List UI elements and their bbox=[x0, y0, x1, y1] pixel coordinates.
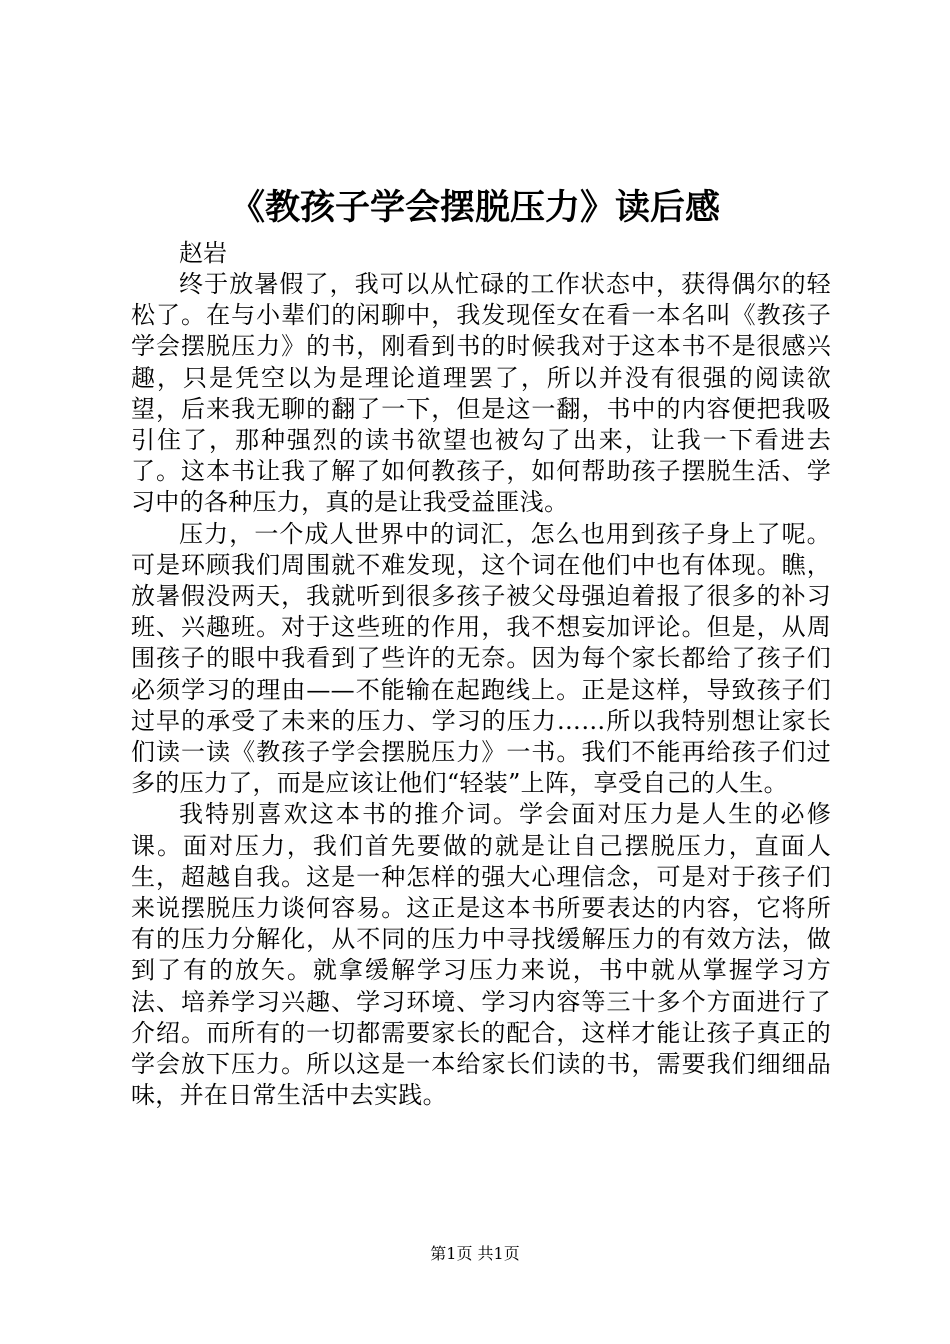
paragraph-2: 压力，一个成人世界中的词汇，怎么也用到孩子身上了呢。可是环顾我们周围就不难发现，这个词在他们中也有体现。瞧，放暑假没两天，我就听到很多孩子被父母强迫着报了很多的补习班、兴趣班。对于这些班的作用，我不想妄加评论。但是，从周围孩子的眼中我看到了些许的无奈。因为每个家长都给了孩子们必须学习的理由——不能输在起跑线上。正是这样，导致孩子们过早的承受了未来的压力、学习的压力……所以我特别想让家长们读一读《教孩子学会摆脱压力》一书。我们不能再给孩子们过多的压力了，而是应该让他们“轻装”上阵，享受自己的人生。 bbox=[131, 519, 831, 798]
document-body bbox=[131, 238, 831, 1111]
author-name: 赵岩 bbox=[179, 239, 227, 267]
document-title: 《教孩子学会摆脱压力》读后感 bbox=[229, 187, 720, 228]
page-footer: 第1页 共1页 bbox=[430, 1244, 520, 1263]
paragraph-1: 终于放暑假了，我可以从忙碌的工作状态中，获得偶尔的轻松了。在与小辈们的闲聊中，我发现侄女在看一本名叫《教孩子学会摆脱压力》的书，刚看到书的时候我对于这本书不是很感兴趣，只是凭空以为是理论道理罢了，所以并没有很强的阅读欲望，后来我无聊的翻了一下，但是这一翻，书中的内容便把我吸引住了，那种强烈的读书欲望也被勾了出来，让我一下看进去了。这本书让我了解了如何教孩子，如何帮助孩子摆脱生活、学习中的各种压力，真的是让我受益匪浅。 bbox=[131, 270, 831, 517]
paragraph-3: 我特别喜欢这本书的推介词。学会面对压力是人生的必修课。面对压力，我们首先要做的就是让自己摆脱压力，直面人生，超越自我。这是一种怎样的强大心理信念，可是对于孩子们来说摆脱压力谈何容易。这正是这本书所要表达的内容，它将所有的压力分解化，从不同的压力中寻找缓解压力的有效方法，做到了有的放矢。就拿缓解学习压力来说，书中就从掌握学习方法、培养学习兴趣、学习环境、学习内容等三十多个方面进行了介绍。而所有的一切都需要家长的配合，这样才能让孩子真正的学会放下压力。所以这是一本给家长们读的书，需要我们细细品味，并在日常生活中去实践。 bbox=[131, 800, 831, 1110]
